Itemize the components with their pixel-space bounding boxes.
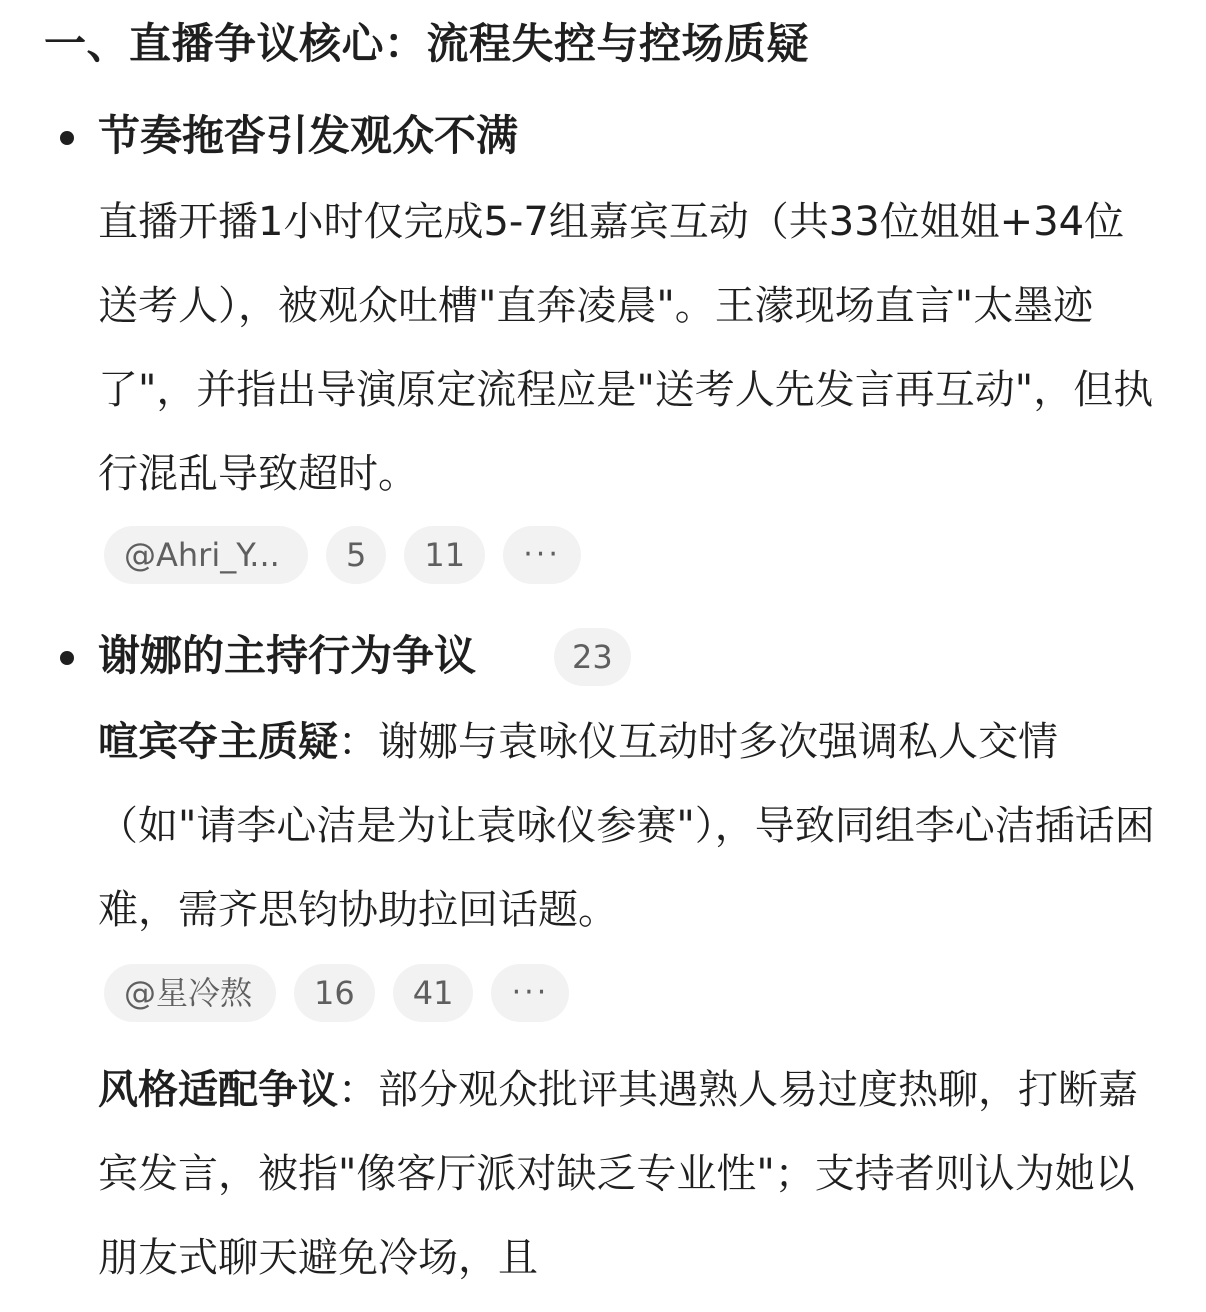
- reference-chip-count[interactable]: 5: [326, 526, 386, 584]
- reference-badge[interactable]: 23: [554, 628, 631, 686]
- para-text: ：部分观众批评其遇熟人易过度热聊，打断嘉宾发言，被指"像客厅派对缺乏专业性"；支持者则认为她以朋友式聊天避免冷场，且: [98, 1067, 1138, 1281]
- source-chip[interactable]: @星冷熬: [104, 964, 276, 1022]
- section1-paragraph: 直播开播1小时仅完成5-7组嘉宾互动（共33位姐姐+34位送考人），被观众吐槽"直奔凌晨"。王濛现场直言"太墨迹了"，并指出导演原定流程应是"送考人先发言再互动"，但执行混乱导致超时。: [98, 199, 1154, 497]
- bullet-dot: [60, 651, 74, 665]
- more-icon[interactable]: ···: [503, 526, 581, 584]
- reference-chip-count[interactable]: 16: [294, 964, 375, 1022]
- section-heading: 一、直播争议核心：流程失控与控场质疑: [44, 19, 810, 68]
- source-chip[interactable]: @Ahri_Y...: [104, 526, 308, 584]
- more-icon[interactable]: ···: [491, 964, 569, 1022]
- section2-chip-row: [104, 964, 569, 1022]
- section1-chip-row: [104, 526, 581, 584]
- section2-paragraph-1: [98, 700, 1158, 952]
- para-lead-label: 喧宾夺主质疑: [98, 719, 338, 765]
- reference-chip-count[interactable]: 11: [404, 526, 485, 584]
- section2-paragraph-2: [98, 1048, 1158, 1300]
- section2-title: 谢娜的主持行为争议: [98, 631, 477, 680]
- para-lead-label: 风格适配争议: [98, 1067, 338, 1113]
- section1-title: 节奏拖沓引发观众不满: [98, 111, 519, 160]
- para-text: ：谢娜与袁咏仪互动时多次强调私人交情（如"请李心洁是为让袁咏仪参赛"），导致同组李心洁插话困难，需齐思钧协助拉回话题。: [98, 719, 1155, 933]
- bullet-dot: [60, 131, 74, 145]
- reference-chip-count[interactable]: 41: [393, 964, 474, 1022]
